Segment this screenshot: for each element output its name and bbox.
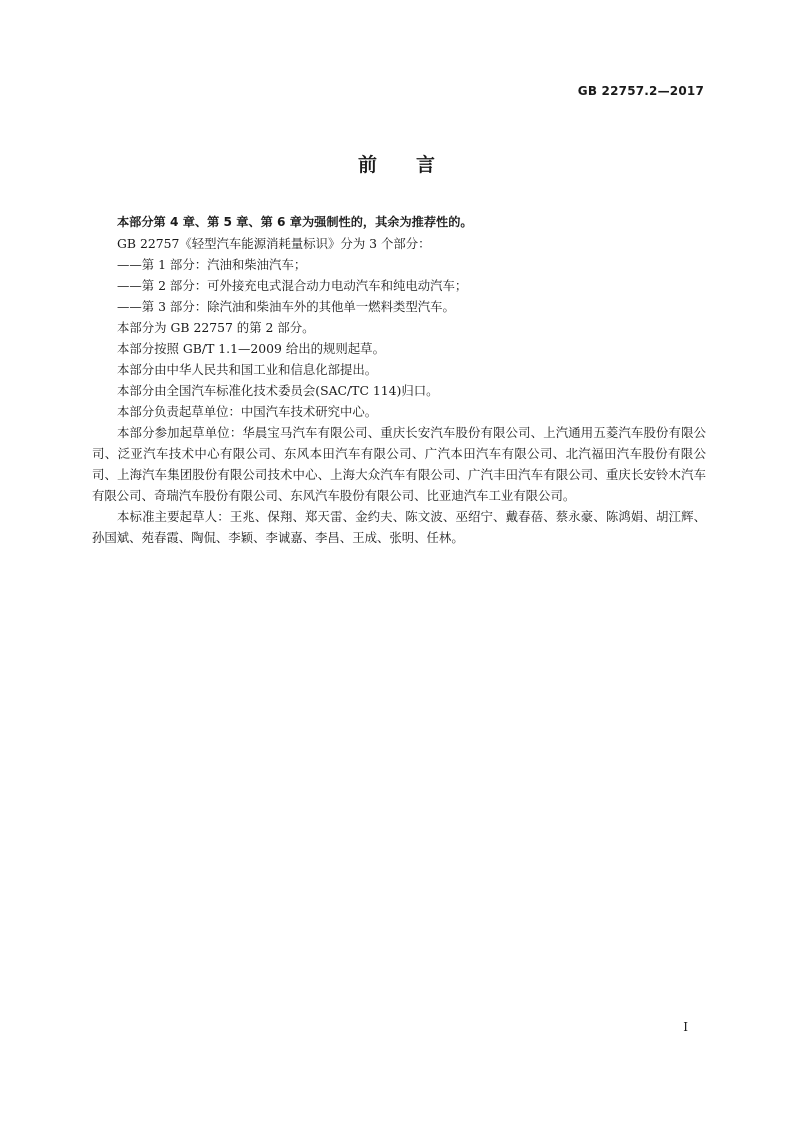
- page-number: I: [683, 1020, 688, 1034]
- standard-number: GB 22757.2—2017: [577, 84, 704, 98]
- page-title: [0, 150, 794, 177]
- paragraph-proposer: 本部分由中华人民共和国工业和信息化部提出。: [117, 362, 378, 377]
- paragraph-responsible-drafter: 本部分负责起草单位：中国汽车技术研究中心。: [117, 404, 378, 419]
- title-char-1: 前: [357, 154, 378, 176]
- paragraph-participating-drafters: 本部分参加起草单位：华晨宝马汽车有限公司、重庆长安汽车股份有限公司、上汽通用五菱汽车股份有限公司、泛亚汽车技术中心有限公司、东风本田汽车有限公司、广汽本田汽车有限公司、北汽福田汽车股份有限公司、上海汽车集团股份有限公司技术中心、上海大众汽车有限公司、广汽丰田汽车有限公司、重庆长安铃木汽车有限公司、奇瑞汽车股份有限公司、东风汽车股份有限公司、比亚迪汽车工业有限公司。: [92, 425, 706, 503]
- paragraph-mandatory-clause: 本部分第 4 章、第 5 章、第 6 章为强制性的，其余为推荐性的。: [117, 215, 473, 229]
- paragraph-part-1: ——第 1 部分：汽油和柴油汽车；: [117, 257, 307, 272]
- paragraph-administration: 本部分由全国汽车标准化技术委员会(SAC/TC 114)归口。: [117, 383, 439, 398]
- paragraph-main-drafters: 本标准主要起草人：王兆、保翔、郑天雷、金约夫、陈文波、巫绍宁、戴春蓓、蔡永豪、陈鸿娟、胡江辉、孙国斌、苑春霞、陶侃、李颖、李诚嘉、李昌、王成、张明、任林。: [92, 509, 706, 545]
- title-char-2: 言: [416, 154, 437, 176]
- paragraph-part-2: ——第 2 部分：可外接充电式混合动力电动汽车和纯电动汽车；: [117, 278, 468, 293]
- paragraph-parts-intro: GB 22757《轻型汽车能源消耗量标识》分为 3 个部分：: [117, 236, 431, 251]
- paragraph-part-3: ——第 3 部分：除汽油和柴油车外的其他单一燃料类型汽车。: [117, 299, 455, 314]
- foreword-body: [92, 212, 706, 548]
- paragraph-drafting-rules: 本部分按照 GB/T 1.1—2009 给出的规则起草。: [117, 341, 385, 356]
- paragraph-this-part: 本部分为 GB 22757 的第 2 部分。: [117, 320, 315, 335]
